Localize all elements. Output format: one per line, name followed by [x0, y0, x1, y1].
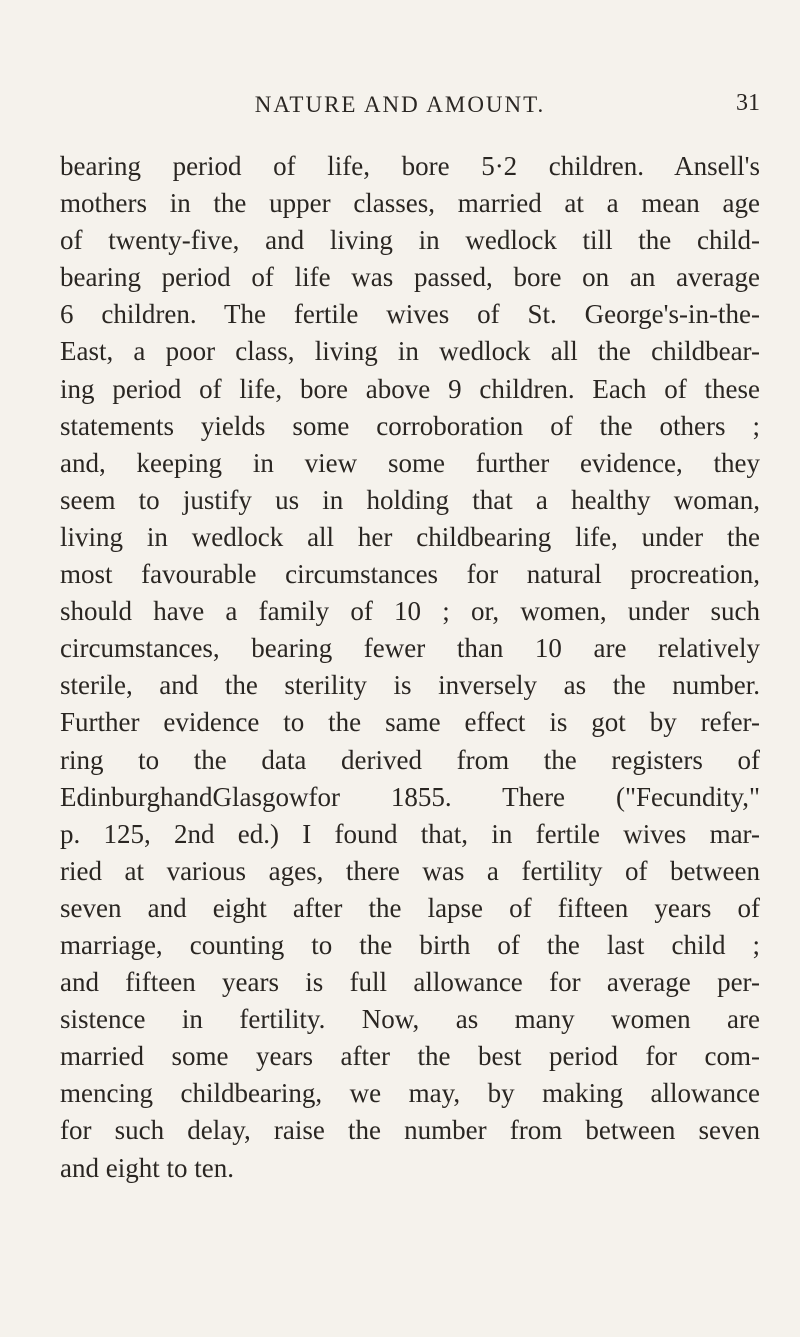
- text-line: married some years after the best period for com-: [60, 1041, 760, 1072]
- text-line: living in wedlock all her childbearing life, under the: [60, 521, 760, 552]
- text-line: and, keeping in view some further evidence, they: [60, 447, 760, 478]
- text-line: Further evidence to the same effect is got by refer-: [60, 707, 760, 738]
- text-line: 6 children. The fertile wives of St. George's-in-the-: [60, 299, 760, 330]
- text-line: bearing period of life, bore 5·2 children. Ansell's: [60, 151, 760, 181]
- text-line: ring to the data derived from the registers of: [60, 744, 760, 775]
- text-line: of twenty-five, and living in wedlock till the child-: [60, 225, 760, 256]
- text-line: East, a poor class, living in wedlock all the childbear-: [60, 336, 760, 367]
- text-line: ing period of life, bore above 9 children. Each of these: [60, 373, 760, 404]
- text-line: most favourable circumstances for natural procreation,: [60, 559, 760, 590]
- text-line: and fifteen years is full allowance for average per-: [60, 967, 760, 998]
- running-title: NATURE AND AMOUNT.: [254, 92, 546, 117]
- text-line: p. 125, 2nd ed.) I found that, in fertile wives mar-: [60, 818, 760, 849]
- text-line: should have a family of 10 ; or, women, under such: [60, 596, 760, 627]
- body-text: [60, 148, 760, 1187]
- text-line: EdinburghandGlasgowfor 1855. There ("Fecundity,": [60, 781, 760, 812]
- text-line: marriage, counting to the birth of the last child ;: [60, 929, 760, 960]
- text-line: mencing childbearing, we may, by making allowance: [60, 1078, 760, 1109]
- text-line: and eight to ten.: [60, 1152, 234, 1183]
- page-number: 31: [736, 90, 760, 116]
- text-line: sistence in fertility. Now, as many women are: [60, 1004, 760, 1035]
- text-line: circumstances, bearing fewer than 10 are relatively: [60, 633, 760, 664]
- text-line: ried at various ages, there was a fertility of between: [60, 855, 760, 886]
- text-line: for such delay, raise the number from between seven: [60, 1115, 760, 1146]
- text-line: statements yields some corroboration of the others ;: [60, 410, 760, 441]
- text-line: bearing period of life was passed, bore on an average: [60, 262, 760, 293]
- running-head: [90, 42, 770, 117]
- text-line: seem to justify us in holding that a healthy woman,: [60, 484, 760, 515]
- text-line: mothers in the upper classes, married at a mean age: [60, 188, 760, 219]
- text-line: sterile, and the sterility is inversely as the number.: [60, 670, 760, 701]
- text-line: seven and eight after the lapse of fifteen years of: [60, 892, 760, 923]
